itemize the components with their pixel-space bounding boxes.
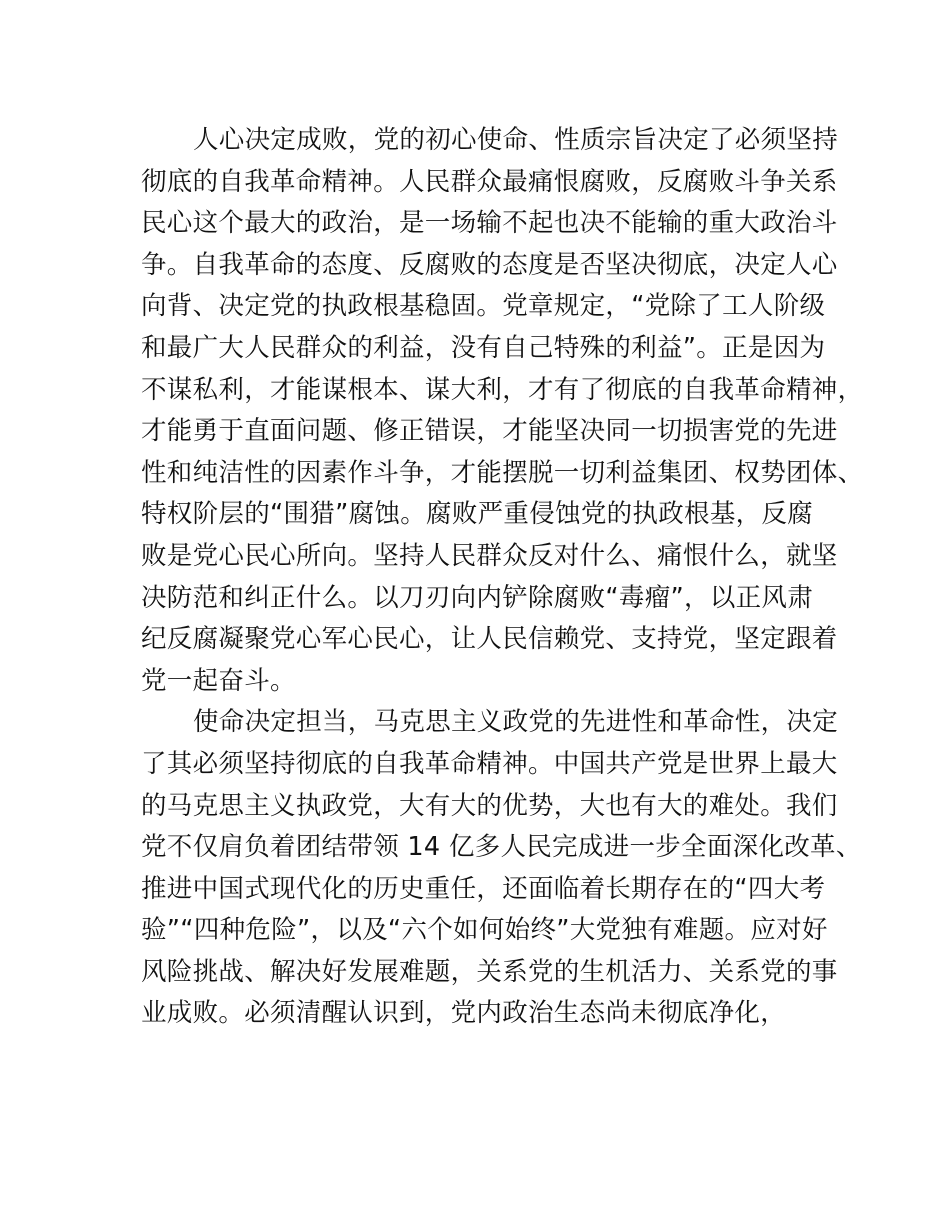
text-line: 性和纯洁性的因素作斗争，才能摆脱一切利益集团、权势团体、 (141, 457, 864, 488)
text-line: 才能勇于直面问题、修正错误，才能坚决同一切损害党的先进 (141, 416, 838, 447)
text-line: 败是党心民心所向。坚持人民群众反对什么、痛恨什么，就坚 (141, 540, 838, 571)
text-line: 验”“四种危险”，以及“六个如何始终”大党独有难题。应对好 (141, 915, 828, 946)
text-line: 业成败。必须清醒认识到，党内政治生态尚未彻底净化， (141, 998, 787, 1029)
text-line: 使命决定担当，马克思主义政党的先进性和革命性，决定 (193, 707, 839, 738)
text-line: 了其必须坚持彻底的自我革命精神。中国共产党是世界上最大 (141, 748, 838, 779)
text-line: 风险挑战、解决好发展难题，关系党的生机活力、关系党的事 (141, 956, 838, 987)
text-line: 决防范和纠正什么。以刀刃向内铲除腐败“毒瘤”，以正风肃 (141, 582, 814, 613)
text-line: 和最广大人民群众的利益，没有自己特殊的利益”。正是因为 (141, 332, 826, 363)
text-line: 特权阶层的“围猎”腐蚀。腐败严重侵蚀党的执政根基，反腐 (141, 499, 814, 530)
text-line: 彻底的自我革命精神。人民群众最痛恨腐败，反腐败斗争关系 (141, 166, 838, 197)
text-line: 争。自我革命的态度、反腐败的态度是否坚决彻底，决定人心 (141, 249, 838, 280)
text-line: 向背、决定党的执政根基稳固。党章规定，“党除了工人阶级 (141, 291, 826, 322)
text-line: 的马克思主义执政党，大有大的优势，大也有大的难处。我们 (141, 790, 838, 821)
document-body (141, 120, 864, 1035)
text-line: 推进中国式现代化的历史重任，还面临着长期存在的“四大考 (141, 873, 826, 904)
paragraph-2 (141, 702, 862, 1035)
paragraph-1 (141, 120, 864, 702)
text-line: 人心决定成败，党的初心使命、性质宗旨决定了必须坚持 (193, 125, 839, 155)
text-line: 党不仅肩负着团结带领 14 亿多人民完成进一步全面深化改革、 (141, 832, 862, 863)
text-line: 民心这个最大的政治，是一场输不起也决不能输的重大政治斗 (141, 208, 838, 239)
text-line: 纪反腐凝聚党心军心民心，让人民信赖党、支持党，坚定跟着 (141, 624, 838, 655)
text-line: 不谋私利，才能谋根本、谋大利，才有了彻底的自我革命精神， (141, 374, 864, 405)
text-line: 党一起奋斗。 (141, 665, 296, 696)
